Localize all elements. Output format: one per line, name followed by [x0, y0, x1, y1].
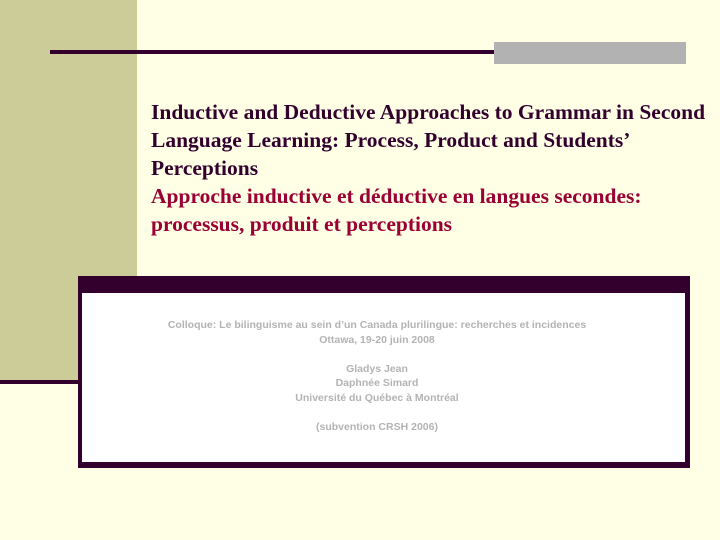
university: Université du Québec à Montréal	[295, 391, 459, 404]
title-english: Inductive and Deductive Approaches to Grammar in Second Language Learning: Process, Product and Students’ Perceptions	[151, 100, 706, 180]
spacer	[82, 405, 672, 420]
title-french: Approche inductive et déductive en langues secondes: processus, produit et perceptions	[151, 184, 642, 236]
funding-note: (subvention CRSH 2006)	[316, 420, 438, 433]
author-1: Gladys Jean	[346, 362, 408, 375]
spacer	[82, 347, 672, 362]
location-date: Ottawa, 19-20 juin 2008	[319, 333, 435, 346]
grey-accent-block	[494, 42, 686, 64]
author-2: Daphnée Simard	[335, 377, 419, 389]
slide-title	[151, 98, 711, 238]
colloque-line: Colloque: Le bilinguisme au sein d’un Canada plurilingue: recherches et incidences	[167, 319, 587, 331]
left-rule	[0, 380, 78, 384]
info-text	[82, 318, 672, 434]
